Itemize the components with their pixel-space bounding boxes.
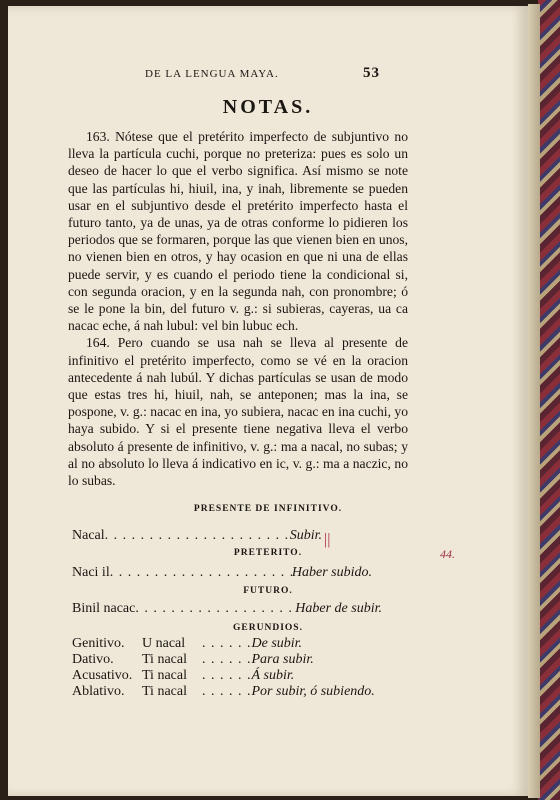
spanish-translation: Á subir. <box>251 668 295 683</box>
gerundio-row <box>72 668 294 684</box>
notes-body <box>68 128 408 489</box>
leader-dots <box>135 601 295 617</box>
presente-row <box>72 528 322 544</box>
case-label: Dativo. <box>72 652 114 667</box>
marbled-endpaper <box>538 0 560 800</box>
maya-word: Ti nacal <box>142 668 187 683</box>
futuro-spanish: Haber de subir. <box>295 601 382 616</box>
case-label: Acusativo. <box>72 668 133 683</box>
futuro-maya: Binil nacac <box>72 601 136 616</box>
leader-dots: . . . . . . <box>202 652 252 667</box>
presente-maya: Nacal <box>72 528 105 543</box>
presente-heading: PRESENTE DE INFINITIVO. <box>193 504 343 514</box>
leader-dots: . . . . . . <box>202 668 252 683</box>
leader-dots <box>110 565 292 581</box>
spanish-translation: De subir. <box>251 636 303 651</box>
leader-dots <box>105 528 290 544</box>
margin-mark: || <box>324 531 331 548</box>
maya-word: Ti nacal <box>142 652 187 667</box>
note-163: 163. Nótese que el pretérito imperfecto de subjuntivo no lleva la partícula cuchi, porque no preteriza: pues es solo un deseo de hacer lo que el verbo significa. Así mismo se note que las partículas hi, hiuil, ina, y inah, libremente se pueden usar en el subjuntivo desde el pretérito imperfecto hasta el futuro tanto, ya de unas, ya de otras conforme lo pidieren los periodos que se formaren, porque las que vienen bien en unos, no vienen bien en otros, y hay ocasion en que ni una de ellas puede servir, y es cuando el periodo tiene la condicional si, con segunda oracion, y en la segunda nah, con pronombre; ó se le pone la bin, del futuro v. g.: si subieras, cayeras, ua ca nacac eche, á nah lubul: vel bin lubuc ech. <box>68 129 408 334</box>
leader-dots: . . . . . . <box>202 684 252 699</box>
page-number: 53 <box>363 65 380 81</box>
page-edge <box>528 4 540 798</box>
preterito-row <box>72 565 372 581</box>
spanish-translation: Para subir. <box>251 652 314 667</box>
leader-dots: . . . . . . <box>202 636 252 651</box>
gerundios-heading: GERUNDIOS. <box>233 623 303 633</box>
maya-word: U nacal <box>142 636 186 651</box>
futuro-heading: FUTURO. <box>243 586 293 596</box>
note-164: 164. Pero cuando se usa nah se lleva al presente de infinitivo el pretérito imperfecto, como se vé en la oracion antecedente á nah lubúl. Y dichas partículas se usan de modo que estas tres hi, hiuil, nah, se anteponen; mas la ina, se pospone, v. g.: nacac en ina, yo subiera, nacac en ina cuchi, yo haya subido. Y si el presente tiene negativa lleva el verbo absoluto á presente de infinitivo, v. g.: ma a nacal, no subas; y al no absoluto lo lleva á indicativo en ic, v. g.: ma a naczic, no lo subas. <box>68 335 408 489</box>
running-title: DE LA LENGUA MAYA. <box>145 68 279 80</box>
preterito-maya: Naci il <box>72 565 110 580</box>
preterito-heading: PRETERITO. <box>233 548 303 558</box>
case-label: Genitivo. <box>72 636 125 651</box>
book-page <box>8 6 528 796</box>
section-title: NOTAS. <box>222 96 314 118</box>
maya-word: Ti nacal <box>142 684 187 699</box>
gerundio-row <box>72 684 375 700</box>
presente-spanish: Subir. <box>289 528 322 543</box>
gerundio-row <box>72 636 302 652</box>
case-label: Ablativo. <box>72 684 125 699</box>
preterito-spanish: Haber subido. <box>291 565 372 580</box>
gerundio-row <box>72 652 314 668</box>
margin-number: 44. <box>440 547 455 561</box>
spanish-translation: Por subir, ó subiendo. <box>251 684 375 699</box>
futuro-row <box>72 601 382 617</box>
